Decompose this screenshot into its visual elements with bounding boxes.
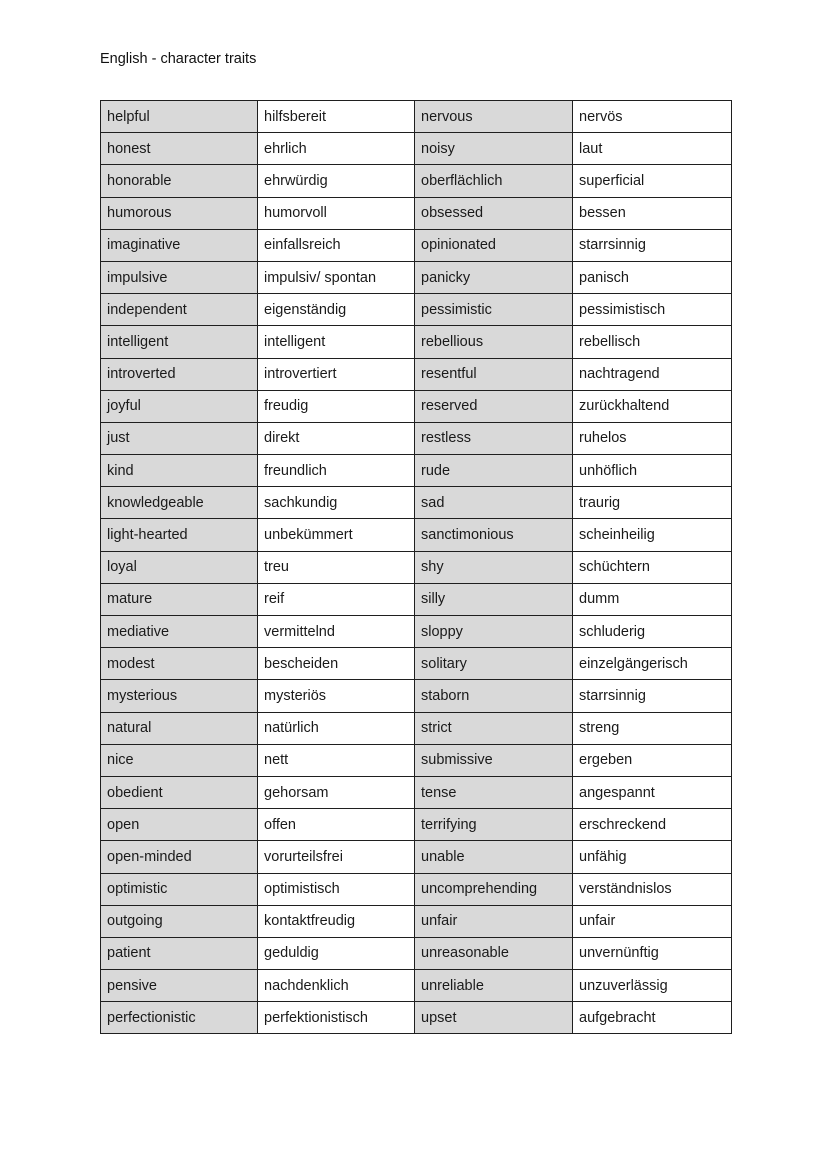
german-translation-cell: treu <box>258 551 415 583</box>
german-translation-cell: ergeben <box>573 744 732 776</box>
german-translation-cell: nervös <box>573 101 732 133</box>
table-row <box>101 326 732 358</box>
vocabulary-table-body <box>101 101 732 1034</box>
english-term-cell: nice <box>101 744 258 776</box>
table-row <box>101 229 732 261</box>
english-term-cell: unfair <box>415 905 573 937</box>
german-translation-cell: ruhelos <box>573 422 732 454</box>
table-row <box>101 648 732 680</box>
german-translation-cell: panisch <box>573 261 732 293</box>
english-term-cell: light-hearted <box>101 519 258 551</box>
table-row <box>101 455 732 487</box>
table-row <box>101 1002 732 1034</box>
german-translation-cell: ehrlich <box>258 133 415 165</box>
german-translation-cell: einfallsreich <box>258 229 415 261</box>
table-row <box>101 133 732 165</box>
english-term-cell: intelligent <box>101 326 258 358</box>
english-term-cell: unable <box>415 841 573 873</box>
table-row <box>101 165 732 197</box>
english-term-cell: knowledgeable <box>101 487 258 519</box>
german-translation-cell: rebellisch <box>573 326 732 358</box>
german-translation-cell: traurig <box>573 487 732 519</box>
english-term-cell: reserved <box>415 390 573 422</box>
german-translation-cell: scheinheilig <box>573 519 732 551</box>
english-term-cell: strict <box>415 712 573 744</box>
english-term-cell: open <box>101 809 258 841</box>
table-row <box>101 970 732 1002</box>
german-translation-cell: direkt <box>258 422 415 454</box>
table-row <box>101 390 732 422</box>
english-term-cell: oberflächlich <box>415 165 573 197</box>
german-translation-cell: hilfsbereit <box>258 101 415 133</box>
table-row <box>101 294 732 326</box>
german-translation-cell: superficial <box>573 165 732 197</box>
english-term-cell: just <box>101 422 258 454</box>
german-translation-cell: perfektionistisch <box>258 1002 415 1034</box>
german-translation-cell: verständnislos <box>573 873 732 905</box>
german-translation-cell: bescheiden <box>258 648 415 680</box>
english-term-cell: terrifying <box>415 809 573 841</box>
german-translation-cell: unhöflich <box>573 455 732 487</box>
english-term-cell: loyal <box>101 551 258 583</box>
english-term-cell: silly <box>415 583 573 615</box>
german-translation-cell: nachdenklich <box>258 970 415 1002</box>
english-term-cell: honest <box>101 133 258 165</box>
table-row <box>101 937 732 969</box>
table-row <box>101 487 732 519</box>
german-translation-cell: geduldig <box>258 937 415 969</box>
english-term-cell: humorous <box>101 197 258 229</box>
english-term-cell: optimistic <box>101 873 258 905</box>
english-term-cell: rebellious <box>415 326 573 358</box>
english-term-cell: obsessed <box>415 197 573 229</box>
table-row <box>101 197 732 229</box>
english-term-cell: uncomprehending <box>415 873 573 905</box>
german-translation-cell: sachkundig <box>258 487 415 519</box>
english-term-cell: panicky <box>415 261 573 293</box>
german-translation-cell: impulsiv/ spontan <box>258 261 415 293</box>
german-translation-cell: schluderig <box>573 616 732 648</box>
table-row <box>101 261 732 293</box>
german-translation-cell: offen <box>258 809 415 841</box>
table-row <box>101 422 732 454</box>
german-translation-cell: intelligent <box>258 326 415 358</box>
english-term-cell: opinionated <box>415 229 573 261</box>
german-translation-cell: streng <box>573 712 732 744</box>
english-term-cell: rude <box>415 455 573 487</box>
german-translation-cell: erschreckend <box>573 809 732 841</box>
german-translation-cell: eigenständig <box>258 294 415 326</box>
german-translation-cell: unvernünftig <box>573 937 732 969</box>
english-term-cell: tense <box>415 776 573 808</box>
german-translation-cell: schüchtern <box>573 551 732 583</box>
table-row <box>101 744 732 776</box>
english-term-cell: mature <box>101 583 258 615</box>
german-translation-cell: pessimistisch <box>573 294 732 326</box>
english-term-cell: pensive <box>101 970 258 1002</box>
german-translation-cell: reif <box>258 583 415 615</box>
german-translation-cell: mysteriös <box>258 680 415 712</box>
table-row <box>101 519 732 551</box>
english-term-cell: mediative <box>101 616 258 648</box>
german-translation-cell: introvertiert <box>258 358 415 390</box>
english-term-cell: introverted <box>101 358 258 390</box>
english-term-cell: natural <box>101 712 258 744</box>
english-term-cell: sad <box>415 487 573 519</box>
english-term-cell: outgoing <box>101 905 258 937</box>
english-term-cell: mysterious <box>101 680 258 712</box>
english-term-cell: shy <box>415 551 573 583</box>
english-term-cell: honorable <box>101 165 258 197</box>
english-term-cell: impulsive <box>101 261 258 293</box>
english-term-cell: joyful <box>101 390 258 422</box>
german-translation-cell: unfähig <box>573 841 732 873</box>
german-translation-cell: unbekümmert <box>258 519 415 551</box>
english-term-cell: independent <box>101 294 258 326</box>
table-row <box>101 551 732 583</box>
english-term-cell: unreasonable <box>415 937 573 969</box>
german-translation-cell: natürlich <box>258 712 415 744</box>
vocabulary-table <box>100 100 732 1034</box>
german-translation-cell: humorvoll <box>258 197 415 229</box>
german-translation-cell: aufgebracht <box>573 1002 732 1034</box>
table-row <box>101 809 732 841</box>
german-translation-cell: unzuverlässig <box>573 970 732 1002</box>
german-translation-cell: bessen <box>573 197 732 229</box>
english-term-cell: imaginative <box>101 229 258 261</box>
page-title: English - character traits <box>100 51 257 67</box>
german-translation-cell: freudig <box>258 390 415 422</box>
german-translation-cell: vorurteilsfrei <box>258 841 415 873</box>
german-translation-cell: unfair <box>573 905 732 937</box>
german-translation-cell: nett <box>258 744 415 776</box>
english-term-cell: kind <box>101 455 258 487</box>
english-term-cell: perfectionistic <box>101 1002 258 1034</box>
table-row <box>101 616 732 648</box>
table-row <box>101 905 732 937</box>
table-row <box>101 101 732 133</box>
german-translation-cell: starrsinnig <box>573 680 732 712</box>
table-row <box>101 776 732 808</box>
german-translation-cell: gehorsam <box>258 776 415 808</box>
english-term-cell: restless <box>415 422 573 454</box>
german-translation-cell: kontaktfreudig <box>258 905 415 937</box>
table-row <box>101 712 732 744</box>
english-term-cell: patient <box>101 937 258 969</box>
english-term-cell: noisy <box>415 133 573 165</box>
english-term-cell: modest <box>101 648 258 680</box>
english-term-cell: submissive <box>415 744 573 776</box>
german-translation-cell: ehrwürdig <box>258 165 415 197</box>
german-translation-cell: starrsinnig <box>573 229 732 261</box>
english-term-cell: staborn <box>415 680 573 712</box>
english-term-cell: unreliable <box>415 970 573 1002</box>
english-term-cell: open-minded <box>101 841 258 873</box>
german-translation-cell: zurückhaltend <box>573 390 732 422</box>
table-row <box>101 873 732 905</box>
english-term-cell: obedient <box>101 776 258 808</box>
german-translation-cell: angespannt <box>573 776 732 808</box>
english-term-cell: pessimistic <box>415 294 573 326</box>
english-term-cell: sanctimonious <box>415 519 573 551</box>
german-translation-cell: einzelgängerisch <box>573 648 732 680</box>
table-row <box>101 680 732 712</box>
english-term-cell: sloppy <box>415 616 573 648</box>
english-term-cell: helpful <box>101 101 258 133</box>
english-term-cell: solitary <box>415 648 573 680</box>
english-term-cell: nervous <box>415 101 573 133</box>
german-translation-cell: laut <box>573 133 732 165</box>
table-row <box>101 358 732 390</box>
english-term-cell: upset <box>415 1002 573 1034</box>
german-translation-cell: nachtragend <box>573 358 732 390</box>
english-term-cell: resentful <box>415 358 573 390</box>
german-translation-cell: freundlich <box>258 455 415 487</box>
german-translation-cell: dumm <box>573 583 732 615</box>
german-translation-cell: optimistisch <box>258 873 415 905</box>
german-translation-cell: vermittelnd <box>258 616 415 648</box>
table-row <box>101 583 732 615</box>
table-row <box>101 841 732 873</box>
